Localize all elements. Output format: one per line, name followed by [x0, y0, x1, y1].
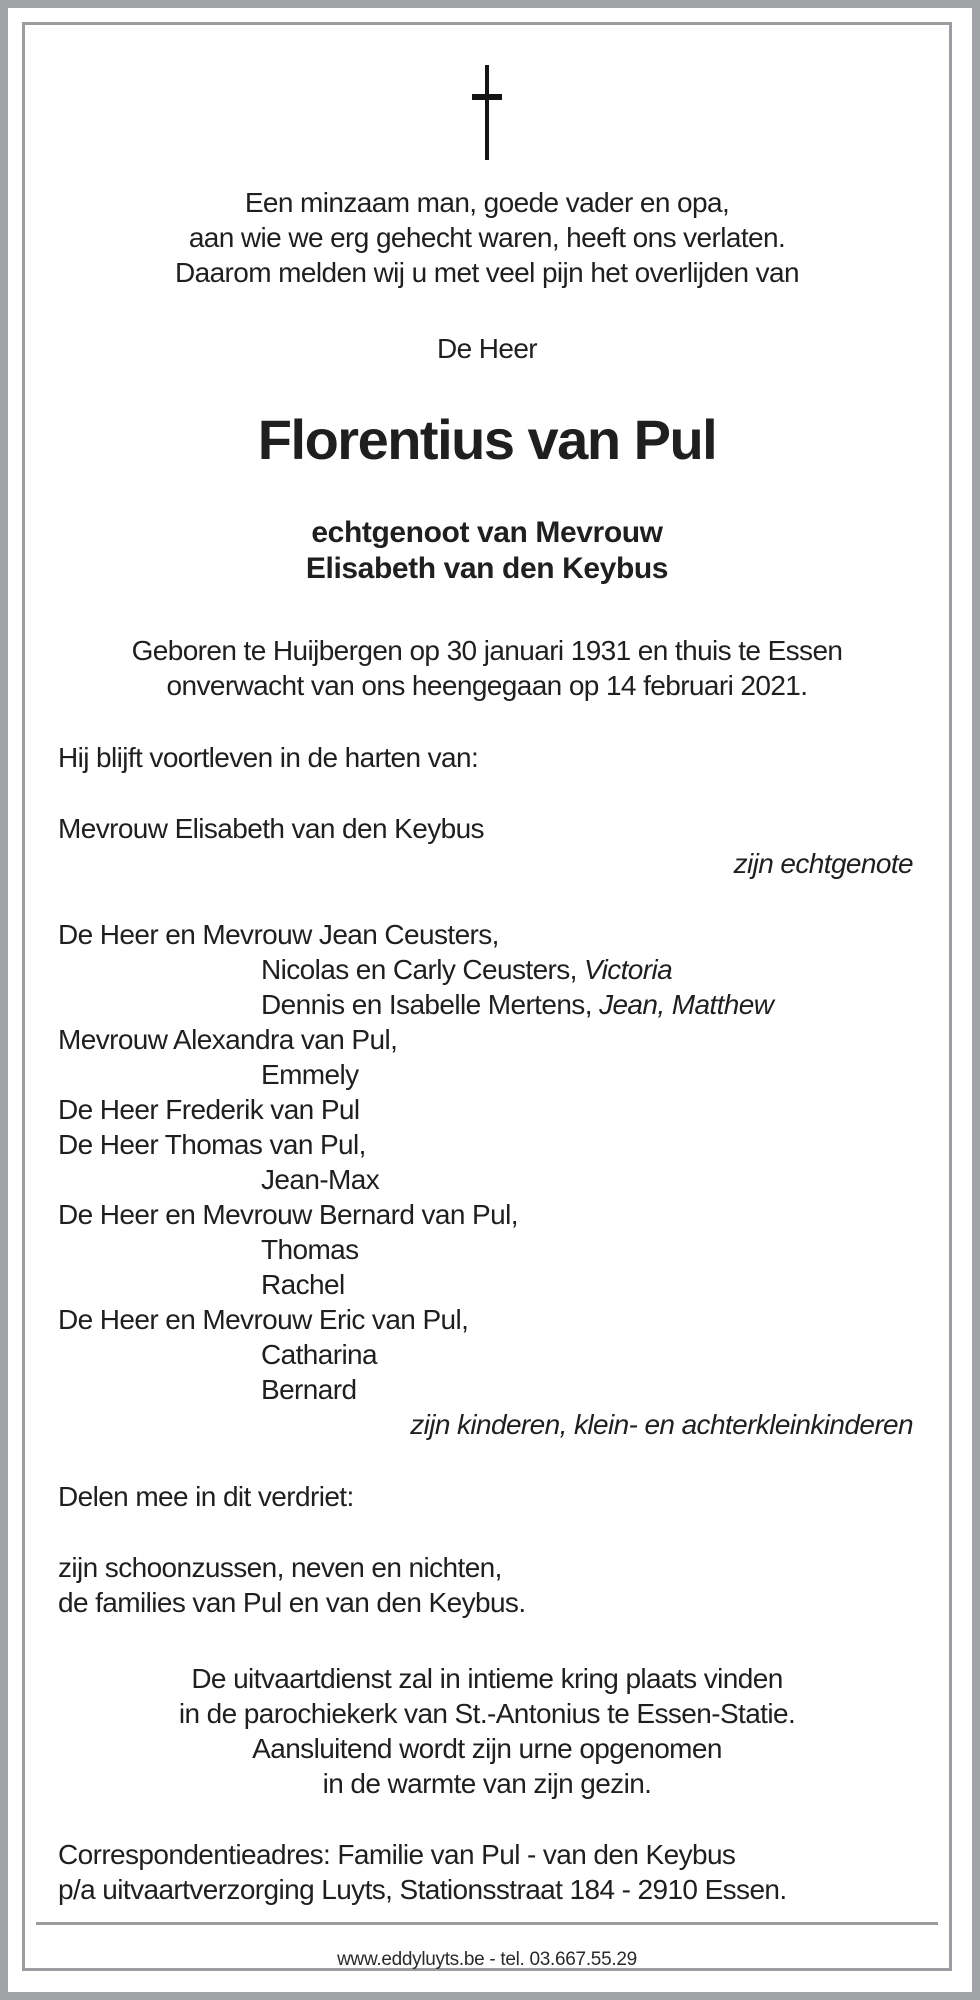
family-member: Thomas	[261, 1234, 359, 1265]
footer-contact: www.eddyluyts.be - tel. 03.667.55.29	[337, 1949, 637, 1970]
birth-line: Geboren te Huijbergen op 30 januari 1931 en thuis te Essen	[131, 635, 843, 666]
deceased-name: Florentius van Pul	[257, 408, 717, 471]
family-member: De Heer en Mevrouw Eric van Pul,	[58, 1304, 469, 1335]
share-line-2: de families van Pul en van den Keybus.	[58, 1587, 526, 1618]
family-member: Jean-Max	[261, 1164, 380, 1195]
family-member: De Heer en Mevrouw Jean Ceusters,	[58, 919, 499, 950]
spouse-line-2: Elisabeth van den Keybus	[305, 552, 669, 585]
death-line: onverwacht van ons heengegaan op 14 februari 2021.	[166, 670, 808, 701]
spouse-relation: zijn echtgenote	[733, 848, 913, 879]
family-member: De Heer Thomas van Pul,	[58, 1129, 366, 1160]
family-member: Mevrouw Alexandra van Pul,	[58, 1024, 398, 1055]
share-intro: Delen mee in dit verdriet:	[58, 1481, 354, 1512]
family-relation: zijn kinderen, klein- en achterkleinkinderen	[410, 1409, 913, 1440]
service-line-2: in de parochiekerk van St.-Antonius te Essen-Statie.	[178, 1698, 796, 1729]
intro-line-2: aan wie we erg gehecht waren, heeft ons verlaten.	[188, 222, 786, 253]
footer-divider	[36, 1922, 938, 1925]
service-line-1: De uitvaartdienst zal in intieme kring plaats vinden	[191, 1663, 783, 1694]
family-member: Nicolas en Carly Ceusters, Victoria	[261, 954, 673, 985]
family-member: De Heer en Mevrouw Bernard van Pul,	[58, 1199, 518, 1230]
spouse-line-1: echtgenoot van Mevrouw	[311, 516, 663, 549]
service-line-4: in de warmte van zijn gezin.	[322, 1768, 652, 1799]
family-member: Bernard	[261, 1374, 357, 1405]
family-member: Emmely	[261, 1059, 359, 1090]
correspondence-line-2: p/a uitvaartverzorging Luyts, Stationsstraat 184 - 2910 Essen.	[58, 1874, 787, 1905]
intro-line-1: Een minzaam man, goede vader en opa,	[244, 187, 730, 218]
honorific: De Heer	[436, 333, 538, 364]
family-member: Catharina	[261, 1339, 378, 1370]
family-member: Rachel	[261, 1269, 345, 1300]
share-line-1: zijn schoonzussen, neven en nichten,	[58, 1552, 502, 1583]
spouse-name: Mevrouw Elisabeth van den Keybus	[58, 813, 484, 844]
family-member: De Heer Frederik van Pul	[58, 1094, 360, 1125]
cross-icon	[472, 65, 502, 160]
correspondence-line-1: Correspondentieadres: Familie van Pul - van den Keybus	[58, 1839, 736, 1870]
survived-intro: Hij blijft voortleven in de harten van:	[58, 742, 479, 773]
obituary-card	[22, 22, 952, 1971]
service-line-3: Aansluitend wordt zijn urne opgenomen	[252, 1733, 722, 1764]
intro-line-3: Daarom melden wij u met veel pijn het overlijden van	[174, 257, 799, 288]
family-member: Dennis en Isabelle Mertens, Jean, Matthew	[261, 989, 774, 1020]
